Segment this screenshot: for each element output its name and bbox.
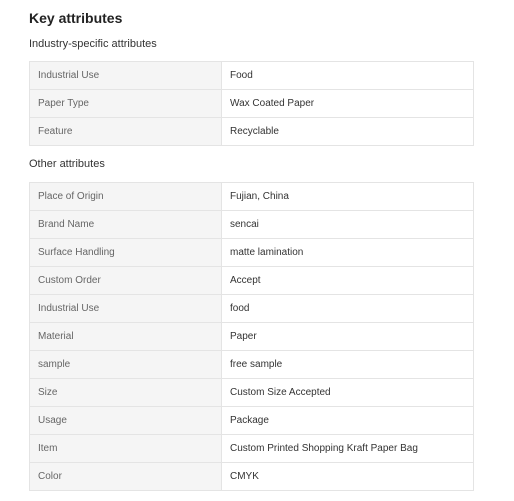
attribute-row xyxy=(30,379,474,407)
attribute-row xyxy=(30,463,474,491)
attribute-name: Usage xyxy=(30,407,222,435)
attribute-name: Industrial Use xyxy=(30,62,222,90)
attribute-row xyxy=(30,118,474,146)
attribute-name: Industrial Use xyxy=(30,295,222,323)
attribute-value: Custom Size Accepted xyxy=(222,379,474,407)
attribute-row xyxy=(30,407,474,435)
attribute-value: Fujian, China xyxy=(222,183,474,211)
attribute-name: Item xyxy=(30,435,222,463)
attribute-name: sample xyxy=(30,351,222,379)
attribute-row xyxy=(30,211,474,239)
other-attributes-table xyxy=(29,182,474,491)
attribute-value: matte lamination xyxy=(222,239,474,267)
attribute-row xyxy=(30,267,474,295)
attribute-value: Food xyxy=(222,62,474,90)
attribute-value: Recyclable xyxy=(222,118,474,146)
attribute-row xyxy=(30,239,474,267)
attribute-value: Custom Printed Shopping Kraft Paper Bag xyxy=(222,435,474,463)
page-title: Key attributes xyxy=(29,10,123,26)
attribute-row xyxy=(30,295,474,323)
attribute-row xyxy=(30,90,474,118)
industry-section-title: Industry-specific attributes xyxy=(29,38,157,50)
attribute-value: free sample xyxy=(222,351,474,379)
attribute-name: Brand Name xyxy=(30,211,222,239)
attribute-value: Paper xyxy=(222,323,474,351)
other-section-title: Other attributes xyxy=(29,158,105,170)
attribute-value: sencai xyxy=(222,211,474,239)
industry-attributes-body xyxy=(30,62,474,146)
attribute-value: Wax Coated Paper xyxy=(222,90,474,118)
attribute-row xyxy=(30,62,474,90)
attribute-name: Place of Origin xyxy=(30,183,222,211)
attribute-name: Feature xyxy=(30,118,222,146)
attribute-row xyxy=(30,323,474,351)
attribute-name: Color xyxy=(30,463,222,491)
attribute-value: food xyxy=(222,295,474,323)
attribute-value: Package xyxy=(222,407,474,435)
attribute-name: Paper Type xyxy=(30,90,222,118)
attribute-value: CMYK xyxy=(222,463,474,491)
attribute-name: Surface Handling xyxy=(30,239,222,267)
attribute-name: Size xyxy=(30,379,222,407)
other-attributes-body xyxy=(30,183,474,491)
industry-attributes-table xyxy=(29,61,474,146)
attribute-row xyxy=(30,351,474,379)
attribute-row xyxy=(30,183,474,211)
attribute-name: Material xyxy=(30,323,222,351)
attribute-name: Custom Order xyxy=(30,267,222,295)
attribute-value: Accept xyxy=(222,267,474,295)
attribute-row xyxy=(30,435,474,463)
